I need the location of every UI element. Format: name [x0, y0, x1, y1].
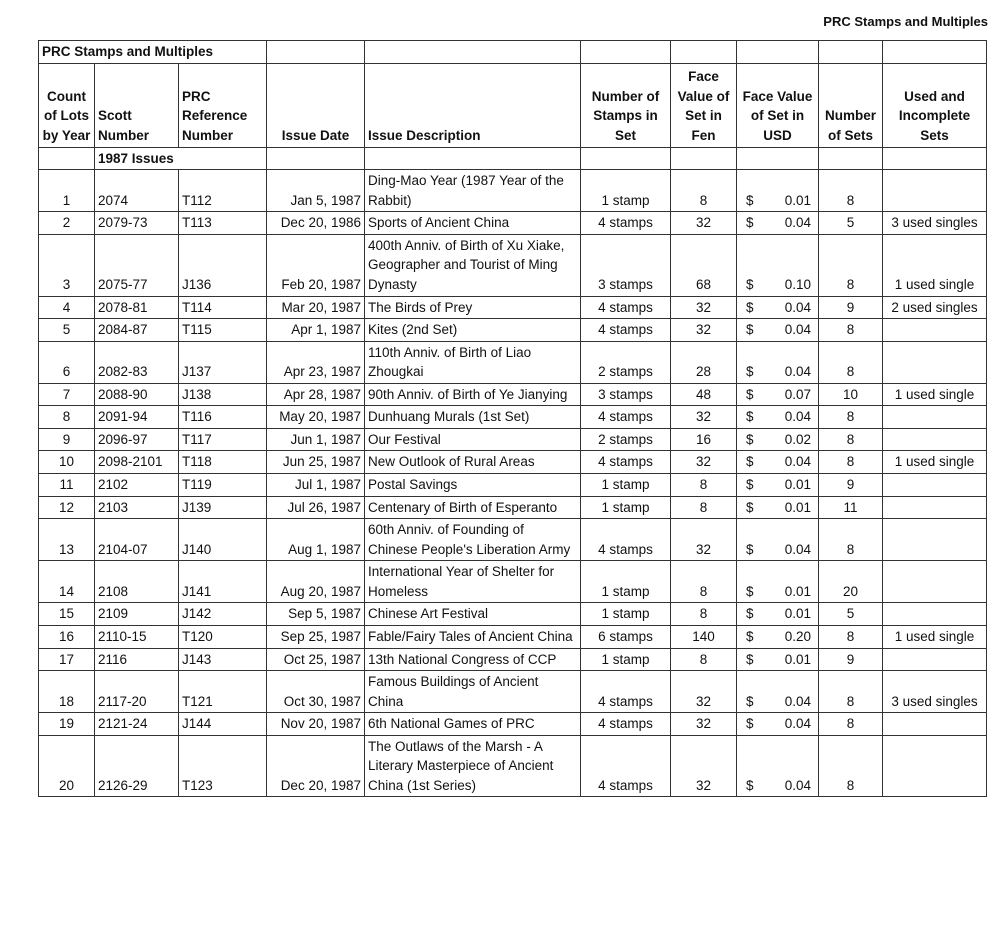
- cell-count: 17: [39, 648, 95, 671]
- cell-sets: 9: [819, 474, 883, 497]
- cell-used: 1 used single: [883, 625, 987, 648]
- cell-stamps: 4 stamps: [581, 713, 671, 736]
- table-row: [39, 296, 987, 319]
- cell-fen: 68: [671, 234, 737, 296]
- cell-count: 19: [39, 713, 95, 736]
- cell-scott: 2121-24: [95, 713, 179, 736]
- col-header-used: Used and Incomplete Sets: [883, 63, 987, 147]
- cell-count: 12: [39, 496, 95, 519]
- cell-prc: T115: [179, 319, 267, 342]
- cell-used: [883, 648, 987, 671]
- cell-stamps: 3 stamps: [581, 234, 671, 296]
- currency-symbol: $: [746, 192, 754, 208]
- col-header-date: Issue Date: [267, 63, 365, 147]
- cell-desc: Postal Savings: [365, 474, 581, 497]
- table-row: [39, 625, 987, 648]
- section-row: [39, 147, 987, 170]
- cell-sets: 8: [819, 713, 883, 736]
- cell-count: 13: [39, 519, 95, 561]
- cell-desc: Our Festival: [365, 428, 581, 451]
- cell-used: [883, 474, 987, 497]
- cell-sets: 8: [819, 428, 883, 451]
- cell-prc: T112: [179, 170, 267, 212]
- cell-scott: 2108: [95, 561, 179, 603]
- table-row: [39, 234, 987, 296]
- cell-sets: 9: [819, 648, 883, 671]
- cell-fen: 28: [671, 341, 737, 383]
- cell-used: [883, 341, 987, 383]
- cell-stamps: 4 stamps: [581, 296, 671, 319]
- table-row: [39, 648, 987, 671]
- cell-desc: Fable/Fairy Tales of Ancient China: [365, 625, 581, 648]
- cell-date: Jul 26, 1987: [267, 496, 365, 519]
- cell-prc: T121: [179, 671, 267, 713]
- table-row: [39, 713, 987, 736]
- cell-fen: 8: [671, 474, 737, 497]
- table-row: [39, 474, 987, 497]
- cell-sets: 9: [819, 296, 883, 319]
- cell-sets: 8: [819, 319, 883, 342]
- cell-desc: International Year of Shelter for Homeless: [365, 561, 581, 603]
- cell-scott: 2103: [95, 496, 179, 519]
- cell-date: Apr 23, 1987: [267, 341, 365, 383]
- cell-prc: T119: [179, 474, 267, 497]
- cell-date: May 20, 1987: [267, 406, 365, 429]
- cell-fen: 8: [671, 170, 737, 212]
- cell-sets: 8: [819, 341, 883, 383]
- cell-stamps: 6 stamps: [581, 625, 671, 648]
- currency-symbol: $: [746, 364, 754, 380]
- cell-desc: Chinese Art Festival: [365, 603, 581, 626]
- cell-fen: 32: [671, 519, 737, 561]
- cell-count: 6: [39, 341, 95, 383]
- cell-desc: 110th Anniv. of Birth of Liao Zhougkai: [365, 341, 581, 383]
- usd-value: 0.07: [784, 386, 811, 402]
- currency-symbol: $: [746, 477, 754, 492]
- usd-value: 0.01: [784, 499, 811, 515]
- cell-usd: [737, 474, 819, 497]
- currency-symbol: $: [746, 541, 754, 557]
- usd-value: 0.04: [784, 716, 811, 732]
- cell-usd: [737, 671, 819, 713]
- cell-count: 7: [39, 383, 95, 406]
- cell-usd: [737, 451, 819, 474]
- cell-used: 1 used single: [883, 451, 987, 474]
- table-row: [39, 451, 987, 474]
- cell-date: Aug 1, 1987: [267, 519, 365, 561]
- cell-usd: [737, 496, 819, 519]
- cell-stamps: 1 stamp: [581, 648, 671, 671]
- cell-fen: 32: [671, 671, 737, 713]
- table-row: [39, 170, 987, 212]
- cell-stamps: 4 stamps: [581, 735, 671, 797]
- cell-usd: [737, 625, 819, 648]
- cell-fen: 16: [671, 428, 737, 451]
- cell-prc: T116: [179, 406, 267, 429]
- cell-date: Mar 20, 1987: [267, 296, 365, 319]
- cell-stamps: 3 stamps: [581, 383, 671, 406]
- cell-sets: 8: [819, 735, 883, 797]
- currency-symbol: $: [746, 499, 754, 515]
- col-header-count: Count of Lots by Year: [39, 63, 95, 147]
- cell-sets: 8: [819, 406, 883, 429]
- table-row: [39, 428, 987, 451]
- cell-scott: 2091-94: [95, 406, 179, 429]
- cell-fen: 32: [671, 735, 737, 797]
- col-header-scott: Scott Number: [95, 63, 179, 147]
- cell-count: 4: [39, 296, 95, 319]
- cell-used: [883, 496, 987, 519]
- table-title-row: [39, 41, 987, 64]
- cell-usd: [737, 212, 819, 235]
- cell-sets: 20: [819, 561, 883, 603]
- cell-sets: 11: [819, 496, 883, 519]
- cell-prc: T118: [179, 451, 267, 474]
- cell-stamps: 1 stamp: [581, 474, 671, 497]
- cell-fen: 32: [671, 406, 737, 429]
- usd-value: 0.04: [784, 299, 811, 315]
- page-header: PRC Stamps and Multiples: [823, 14, 988, 29]
- cell-stamps: 2 stamps: [581, 428, 671, 451]
- cell-count: 15: [39, 603, 95, 626]
- cell-fen: 32: [671, 451, 737, 474]
- cell-date: Apr 28, 1987: [267, 383, 365, 406]
- cell-stamps: 4 stamps: [581, 212, 671, 235]
- cell-scott: 2088-90: [95, 383, 179, 406]
- usd-value: 0.10: [784, 276, 811, 292]
- cell-fen: 8: [671, 561, 737, 603]
- cell-scott: 2075-77: [95, 234, 179, 296]
- cell-sets: 8: [819, 170, 883, 212]
- table-title: PRC Stamps and Multiples: [39, 41, 267, 64]
- table-row: [39, 561, 987, 603]
- cell-fen: 32: [671, 212, 737, 235]
- cell-scott: 2084-87: [95, 319, 179, 342]
- cell-prc: T117: [179, 428, 267, 451]
- header-row: [39, 63, 987, 147]
- cell-prc: T120: [179, 625, 267, 648]
- usd-value: 0.04: [784, 693, 811, 709]
- cell-count: 3: [39, 234, 95, 296]
- cell-desc: The Birds of Prey: [365, 296, 581, 319]
- cell-usd: [737, 383, 819, 406]
- cell-stamps: 1 stamp: [581, 561, 671, 603]
- cell-usd: [737, 519, 819, 561]
- cell-prc: J137: [179, 341, 267, 383]
- cell-count: 8: [39, 406, 95, 429]
- cell-desc: 90th Anniv. of Birth of Ye Jianying: [365, 383, 581, 406]
- cell-usd: [737, 341, 819, 383]
- cell-prc: J139: [179, 496, 267, 519]
- cell-stamps: 4 stamps: [581, 319, 671, 342]
- cell-desc: 400th Anniv. of Birth of Xu Xiake, Geographer and Tourist of Ming Dynasty: [365, 234, 581, 296]
- cell-desc: Famous Buildings of Ancient China: [365, 671, 581, 713]
- cell-usd: [737, 234, 819, 296]
- cell-fen: 8: [671, 648, 737, 671]
- usd-value: 0.01: [784, 477, 811, 492]
- col-header-stamps: Number of Stamps in Set: [581, 63, 671, 147]
- cell-fen: 140: [671, 625, 737, 648]
- cell-count: 10: [39, 451, 95, 474]
- cell-date: Sep 5, 1987: [267, 603, 365, 626]
- cell-date: Aug 20, 1987: [267, 561, 365, 603]
- cell-date: Oct 30, 1987: [267, 671, 365, 713]
- cell-usd: [737, 170, 819, 212]
- cell-sets: 5: [819, 212, 883, 235]
- usd-value: 0.04: [784, 541, 811, 557]
- table-row: [39, 671, 987, 713]
- col-header-prc: PRC Reference Number: [179, 63, 267, 147]
- usd-value: 0.04: [784, 777, 811, 793]
- cell-scott: 2117-20: [95, 671, 179, 713]
- usd-value: 0.04: [784, 322, 811, 338]
- cell-scott: 2082-83: [95, 341, 179, 383]
- cell-fen: 48: [671, 383, 737, 406]
- cell-count: 9: [39, 428, 95, 451]
- currency-symbol: $: [746, 322, 754, 338]
- table-row: [39, 496, 987, 519]
- cell-prc: J136: [179, 234, 267, 296]
- table-row: [39, 406, 987, 429]
- cell-count: 2: [39, 212, 95, 235]
- currency-symbol: $: [746, 606, 754, 622]
- cell-prc: T114: [179, 296, 267, 319]
- cell-scott: 2074: [95, 170, 179, 212]
- cell-used: [883, 170, 987, 212]
- cell-count: 1: [39, 170, 95, 212]
- currency-symbol: $: [746, 651, 754, 667]
- cell-prc: J141: [179, 561, 267, 603]
- cell-scott: 2109: [95, 603, 179, 626]
- table-row: [39, 341, 987, 383]
- cell-scott: 2116: [95, 648, 179, 671]
- cell-desc: 60th Anniv. of Founding of Chinese People's Liberation Army: [365, 519, 581, 561]
- currency-symbol: $: [746, 215, 754, 231]
- cell-used: [883, 406, 987, 429]
- cell-scott: 2096-97: [95, 428, 179, 451]
- currency-symbol: $: [746, 276, 754, 292]
- cell-stamps: 4 stamps: [581, 519, 671, 561]
- cell-sets: 10: [819, 383, 883, 406]
- cell-fen: 32: [671, 296, 737, 319]
- cell-used: [883, 519, 987, 561]
- cell-desc: The Outlaws of the Marsh - A Literary Masterpiece of Ancient China (1st Series): [365, 735, 581, 797]
- cell-date: Sep 25, 1987: [267, 625, 365, 648]
- cell-used: [883, 319, 987, 342]
- cell-scott: 2126-29: [95, 735, 179, 797]
- cell-date: Jan 5, 1987: [267, 170, 365, 212]
- cell-fen: 8: [671, 603, 737, 626]
- currency-symbol: $: [746, 299, 754, 315]
- col-header-desc: Issue Description: [365, 63, 581, 147]
- cell-used: [883, 735, 987, 797]
- cell-desc: New Outlook of Rural Areas: [365, 451, 581, 474]
- cell-scott: 2102: [95, 474, 179, 497]
- cell-prc: T113: [179, 212, 267, 235]
- cell-usd: [737, 296, 819, 319]
- currency-symbol: $: [746, 628, 754, 644]
- cell-scott: 2104-07: [95, 519, 179, 561]
- table-row: [39, 319, 987, 342]
- currency-symbol: $: [746, 454, 754, 470]
- col-header-sets: Number of Sets: [819, 63, 883, 147]
- cell-sets: 8: [819, 625, 883, 648]
- cell-used: 3 used singles: [883, 671, 987, 713]
- usd-value: 0.01: [784, 606, 811, 622]
- cell-sets: 8: [819, 234, 883, 296]
- table-row: [39, 212, 987, 235]
- cell-prc: J144: [179, 713, 267, 736]
- cell-usd: [737, 406, 819, 429]
- cell-prc: T123: [179, 735, 267, 797]
- cell-scott: 2079-73: [95, 212, 179, 235]
- cell-prc: J143: [179, 648, 267, 671]
- cell-date: Apr 1, 1987: [267, 319, 365, 342]
- cell-date: Jun 25, 1987: [267, 451, 365, 474]
- cell-fen: 8: [671, 496, 737, 519]
- currency-symbol: $: [746, 777, 754, 793]
- cell-prc: J142: [179, 603, 267, 626]
- cell-used: 1 used single: [883, 383, 987, 406]
- currency-symbol: $: [746, 693, 754, 709]
- cell-stamps: 1 stamp: [581, 170, 671, 212]
- cell-stamps: 4 stamps: [581, 671, 671, 713]
- currency-symbol: $: [746, 431, 754, 447]
- table-row: [39, 519, 987, 561]
- cell-used: [883, 713, 987, 736]
- cell-scott: 2110-15: [95, 625, 179, 648]
- cell-used: [883, 561, 987, 603]
- cell-stamps: 4 stamps: [581, 451, 671, 474]
- usd-value: 0.02: [784, 431, 811, 447]
- cell-desc: Sports of Ancient China: [365, 212, 581, 235]
- cell-prc: J140: [179, 519, 267, 561]
- cell-count: 5: [39, 319, 95, 342]
- table-row: [39, 383, 987, 406]
- cell-scott: 2078-81: [95, 296, 179, 319]
- cell-date: Jul 1, 1987: [267, 474, 365, 497]
- cell-sets: 5: [819, 603, 883, 626]
- usd-value: 0.04: [784, 454, 811, 470]
- cell-usd: [737, 735, 819, 797]
- cell-used: [883, 603, 987, 626]
- currency-symbol: $: [746, 386, 754, 402]
- cell-scott: 2098-2101: [95, 451, 179, 474]
- usd-value: 0.01: [784, 651, 811, 667]
- cell-used: 2 used singles: [883, 296, 987, 319]
- cell-sets: 8: [819, 671, 883, 713]
- cell-usd: [737, 428, 819, 451]
- col-header-usd: Face Value of Set in USD: [737, 63, 819, 147]
- cell-count: 16: [39, 625, 95, 648]
- cell-date: Nov 20, 1987: [267, 713, 365, 736]
- currency-symbol: $: [746, 716, 754, 732]
- cell-usd: [737, 713, 819, 736]
- cell-desc: 13th National Congress of CCP: [365, 648, 581, 671]
- cell-desc: Ding-Mao Year (1987 Year of the Rabbit): [365, 170, 581, 212]
- cell-fen: 32: [671, 319, 737, 342]
- usd-value: 0.04: [784, 409, 811, 425]
- cell-date: Jun 1, 1987: [267, 428, 365, 451]
- cell-count: 18: [39, 671, 95, 713]
- cell-sets: 8: [819, 451, 883, 474]
- usd-value: 0.04: [784, 364, 811, 380]
- cell-stamps: 1 stamp: [581, 496, 671, 519]
- table-row: [39, 735, 987, 797]
- cell-used: 3 used singles: [883, 212, 987, 235]
- col-header-fen: Face Value of Set in Fen: [671, 63, 737, 147]
- cell-usd: [737, 603, 819, 626]
- cell-desc: Centenary of Birth of Esperanto: [365, 496, 581, 519]
- cell-date: Oct 25, 1987: [267, 648, 365, 671]
- cell-date: Feb 20, 1987: [267, 234, 365, 296]
- cell-usd: [737, 648, 819, 671]
- cell-sets: 8: [819, 519, 883, 561]
- cell-used: 1 used single: [883, 234, 987, 296]
- usd-value: 0.20: [784, 628, 811, 644]
- table-body: [39, 147, 987, 797]
- usd-value: 0.01: [784, 192, 811, 208]
- cell-stamps: 2 stamps: [581, 341, 671, 383]
- cell-count: 20: [39, 735, 95, 797]
- cell-date: Dec 20, 1987: [267, 735, 365, 797]
- cell-count: 14: [39, 561, 95, 603]
- section-label: 1987 Issues: [95, 147, 267, 170]
- cell-date: Dec 20, 1986: [267, 212, 365, 235]
- cell-usd: [737, 561, 819, 603]
- cell-prc: J138: [179, 383, 267, 406]
- usd-value: 0.01: [784, 583, 811, 599]
- cell-stamps: 1 stamp: [581, 603, 671, 626]
- usd-value: 0.04: [784, 215, 811, 231]
- currency-symbol: $: [746, 583, 754, 599]
- cell-fen: 32: [671, 713, 737, 736]
- currency-symbol: $: [746, 409, 754, 425]
- cell-usd: [737, 319, 819, 342]
- cell-count: 11: [39, 474, 95, 497]
- stamps-table: [38, 40, 987, 797]
- cell-used: [883, 428, 987, 451]
- cell-desc: 6th National Games of PRC: [365, 713, 581, 736]
- cell-desc: Dunhuang Murals (1st Set): [365, 406, 581, 429]
- cell-stamps: 4 stamps: [581, 406, 671, 429]
- cell-desc: Kites (2nd Set): [365, 319, 581, 342]
- table-row: [39, 603, 987, 626]
